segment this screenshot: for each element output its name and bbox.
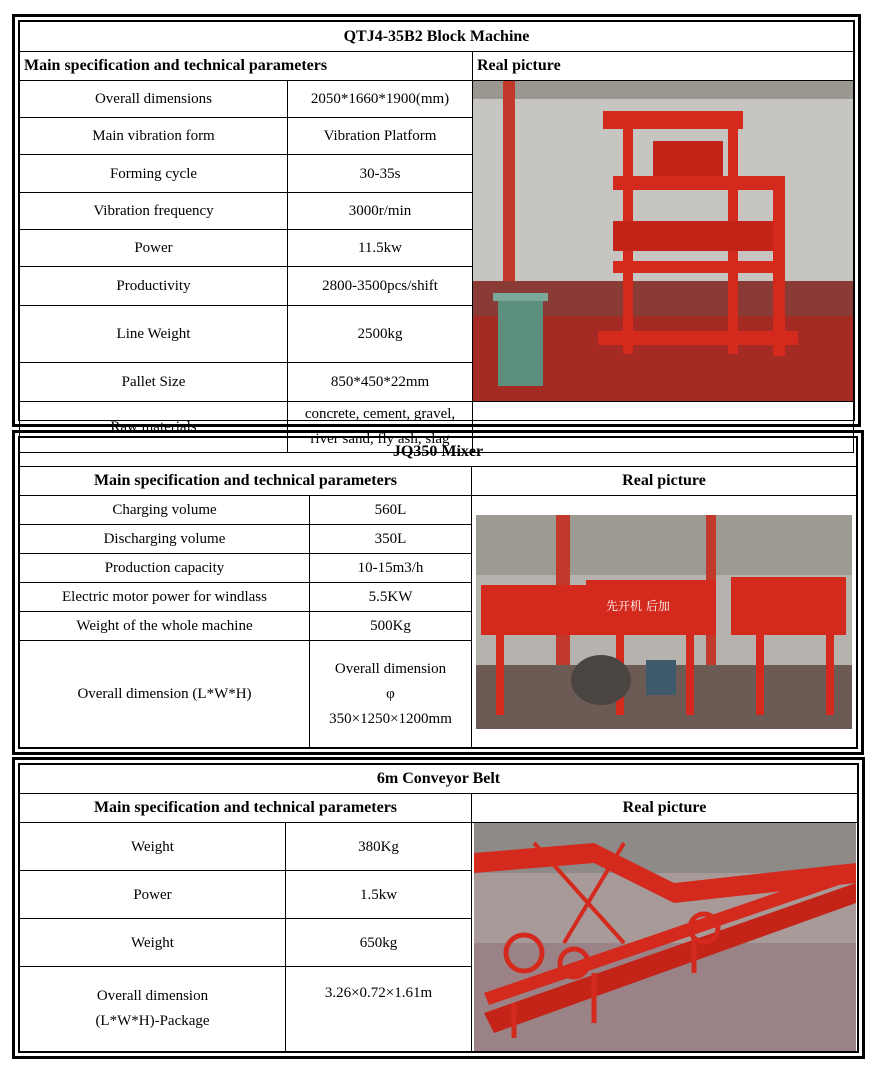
conveyor-section xyxy=(12,757,865,1059)
spec-value: 3.26×0.72×1.61m xyxy=(286,967,472,1052)
block-machine-title: QTJ4-35B2 Block Machine xyxy=(20,22,854,52)
spec-value-line: 350×1250×1200mm xyxy=(329,710,452,727)
spec-label: Main vibration form xyxy=(20,118,288,155)
block-picture-cell xyxy=(473,81,854,402)
mixer-photo-label: 先开机 后加 xyxy=(606,598,670,613)
block-spec-header: Main specification and technical parameters xyxy=(20,52,473,81)
spec-label: Electric motor power for windlass xyxy=(20,583,310,612)
spec-value: 2500kg xyxy=(288,305,473,363)
spec-label: Discharging volume xyxy=(20,525,310,554)
spec-value-line: river sand, fly ash, slag xyxy=(310,431,450,447)
spec-value: 3000r/min xyxy=(288,192,473,229)
spec-label: Overall dimensions xyxy=(20,81,288,118)
spec-value: 2050*1660*1900(mm) xyxy=(288,81,473,118)
spec-label-line: Overall dimension xyxy=(96,988,209,1004)
spec-value-line: Overall dimension xyxy=(334,660,447,677)
block-machine-section xyxy=(12,14,861,447)
block-machine-photo xyxy=(473,81,854,401)
spec-value-line: concrete, cement, gravel, xyxy=(304,406,456,422)
block-pic-header: Real picture xyxy=(473,52,854,81)
spec-value: 10-15m3/h xyxy=(310,554,472,583)
spec-value: 30-35s xyxy=(288,155,473,192)
mixer-picture-cell xyxy=(472,496,857,748)
spec-value: 2800-3500pcs/shift xyxy=(288,267,473,306)
spec-label: Vibration frequency xyxy=(20,192,288,229)
spec-label xyxy=(20,967,286,1052)
spec-value: 11.5kw xyxy=(288,229,473,266)
spec-label: Charging volume xyxy=(20,496,310,525)
mixer-pic-header: Real picture xyxy=(472,467,857,496)
mixer-table xyxy=(19,437,857,748)
spec-value: 850*450*22mm xyxy=(288,363,473,402)
spec-label: Line Weight xyxy=(20,305,288,363)
spec-value-line: φ xyxy=(386,685,395,702)
mixer-spec-header: Main specification and technical parameters xyxy=(20,467,472,496)
spec-label: Pallet Size xyxy=(20,363,288,402)
conveyor-spec-header: Main specification and technical parameters xyxy=(20,794,472,823)
spec-label: Forming cycle xyxy=(20,155,288,192)
mixer-section xyxy=(12,430,864,755)
spec-value: Vibration Platform xyxy=(288,118,473,155)
spec-label: Power xyxy=(20,229,288,266)
spec-label: Weight xyxy=(20,919,286,967)
spec-label: Weight xyxy=(20,823,286,871)
spec-label: Overall dimension (L*W*H) xyxy=(20,641,310,748)
spec-value: 560L xyxy=(310,496,472,525)
spec-value: 1.5kw xyxy=(286,871,472,919)
spec-value: 5.5KW xyxy=(310,583,472,612)
mixer-title: JQ350 Mixer xyxy=(20,438,857,467)
spec-label-line: (L*W*H)-Package xyxy=(95,1013,210,1029)
spec-label: Weight of the whole machine xyxy=(20,612,310,641)
mixer-photo xyxy=(476,515,852,729)
spec-label: Power xyxy=(20,871,286,919)
conveyor-picture-cell xyxy=(472,823,858,1052)
spec-value: 500Kg xyxy=(310,612,472,641)
conveyor-table xyxy=(19,764,858,1052)
spec-label: Production capacity xyxy=(20,554,310,583)
spec-value: 650kg xyxy=(286,919,472,967)
spec-value: 380Kg xyxy=(286,823,472,871)
spec-label: Raw materials xyxy=(20,402,288,453)
conveyor-title: 6m Conveyor Belt xyxy=(20,765,858,794)
spec-value: 350L xyxy=(310,525,472,554)
conveyor-pic-header: Real picture xyxy=(472,794,858,823)
spec-value xyxy=(310,641,472,748)
block-machine-table xyxy=(19,21,854,453)
spec-label: Productivity xyxy=(20,267,288,306)
conveyor-photo xyxy=(474,823,856,1051)
